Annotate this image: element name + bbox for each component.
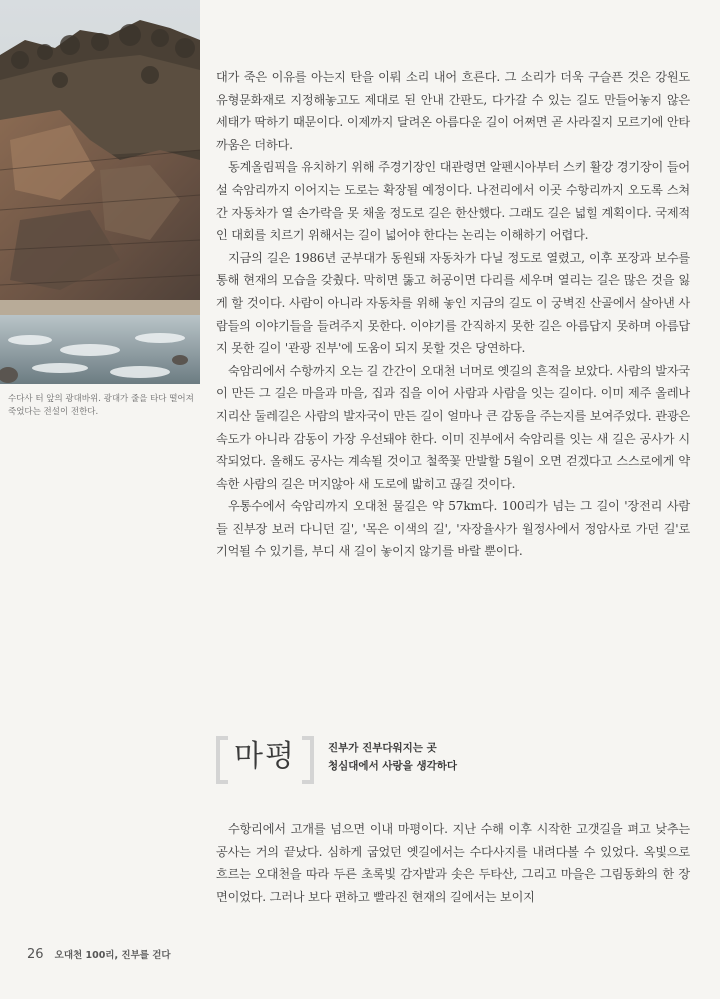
- right-bracket-icon: [302, 736, 314, 784]
- section-subtitle-line: 청심대에서 사랑을 생각하다: [328, 760, 458, 772]
- paragraph: 지금의 길은 1986년 군부대가 동원돼 자동차가 다닐 정도로 열렸고, 이후 포장과 보수를 통해 현재의 모습을 갖췄다. 막히면 뚫고 허공이면 다리를 세우며 열리는 길은 많은 것을 잃게 할 것이다. 사람이 아니라 자동차를 위해 놓인 지금의 길도 이 궁벽진 산골에서 살아낸 사람들의 이야기들을 들려주지 못한다. 이야기를 간직하지 못한 길은 아름답지 못하며 아름답지 못한 길이 '관광 진부'에 도움이 되지 못할 것은 당연하다.: [216, 250, 690, 356]
- section-subtitle: [328, 739, 457, 775]
- paragraph: 숙암리에서 수항까지 오는 길 간간이 오대천 너머로 옛길의 흔적을 보았다. 사람의 발자국이 만든 그 길은 마을과 마을, 집과 집을 이어 사람과 사람을 잇는 길이다. 이미 제주 올레나 지리산 둘레길은 사람의 발자국이 만든 길이 얼마나 큰 감동을 주는지를 보여주었다. 관광은 속도가 아니라 감동이 가장 우선돼야 한다. 이미 진부에서 숙암리를 잇는 새 길은 공사가 시작되었다. 올해도 공사는 계속될 것이고 철쭉꽃 만발할 5월이 오면 걷겠다고 스스로에게 약속한 사람의 길은 머지않아 새 도로에 밟히고 끊길 것이다.: [216, 363, 690, 491]
- cliff-river-photo: [0, 0, 200, 384]
- section-heading: [216, 734, 690, 784]
- page-footer: [27, 943, 171, 962]
- paragraph: 대가 죽은 이유를 아는지 탄을 이뤄 소리 내어 흐른다. 그 소리가 더욱 구슬픈 것은 강원도 유형문화재로 지정해놓고도 제대로 된 안내 간판도, 다가갈 수 있는 길도 만들어놓지 않은 세태가 딱하기 때문이다. 이제까지 달려온 아름다운 길이 어쩌면 곧 사라질지 모르기에 안타까움은 더하다.: [216, 70, 690, 152]
- section-body: [216, 818, 690, 908]
- article-body: [216, 66, 690, 563]
- section-title: 마평: [234, 739, 296, 774]
- page-number: 26: [27, 947, 44, 962]
- section-subtitle-line: 진부가 진부다워지는 곳: [328, 742, 437, 754]
- paragraph: 우통수에서 숙암리까지 오대천 물길은 약 57km다. 100리가 넘는 그 길이 '장전리 사람들 진부장 보러 다니던 길', '목은 이색의 길', '자장율사가 월정사에서 정암사로 가던 길'로 기억될 수 있기를, 부디 새 길이 놓이지 않기를 바랄 뿐이다.: [216, 499, 690, 559]
- paragraph: 수항리에서 고개를 넘으면 이내 마평이다. 지난 수해 이후 시작한 고갯길을 펴고 낮추는 공사는 거의 끝났다. 심하게 굽었던 옛길에서는 수다사지를 내려다볼 수 있었다. 옥빛으로 흐르는 오대천을 따라 두른 초록빛 감자밭과 솟은 두타산, 그리고 마을은 그림동화의 한 장면이었다. 그러나 보다 편하고 빨라진 현재의 길에서는 보이지: [216, 822, 690, 904]
- running-title: 오대천 100리, 진부를 걷다: [54, 950, 171, 961]
- paragraph: 동계올림픽을 유치하기 위해 주경기장인 대관령면 알펜시아부터 스키 활강 경기장이 들어설 숙암리까지 이어지는 도로는 확장될 예정이다. 나전리에서 이곳 수항리까지 오도록 스쳐간 자동차가 열 손가락을 못 채울 정도로 길은 한산했다. 그래도 길은 넓힐 계획이다. 국제적인 대회를 치르기 위해서는 길이 넓어야 한다는 논리는 이해하기 어렵다.: [216, 160, 690, 243]
- photo-caption: 수다사 터 앞의 광대바위. 광대가 줄을 타다 떨어져 죽었다는 전설이 전한다.: [8, 394, 194, 417]
